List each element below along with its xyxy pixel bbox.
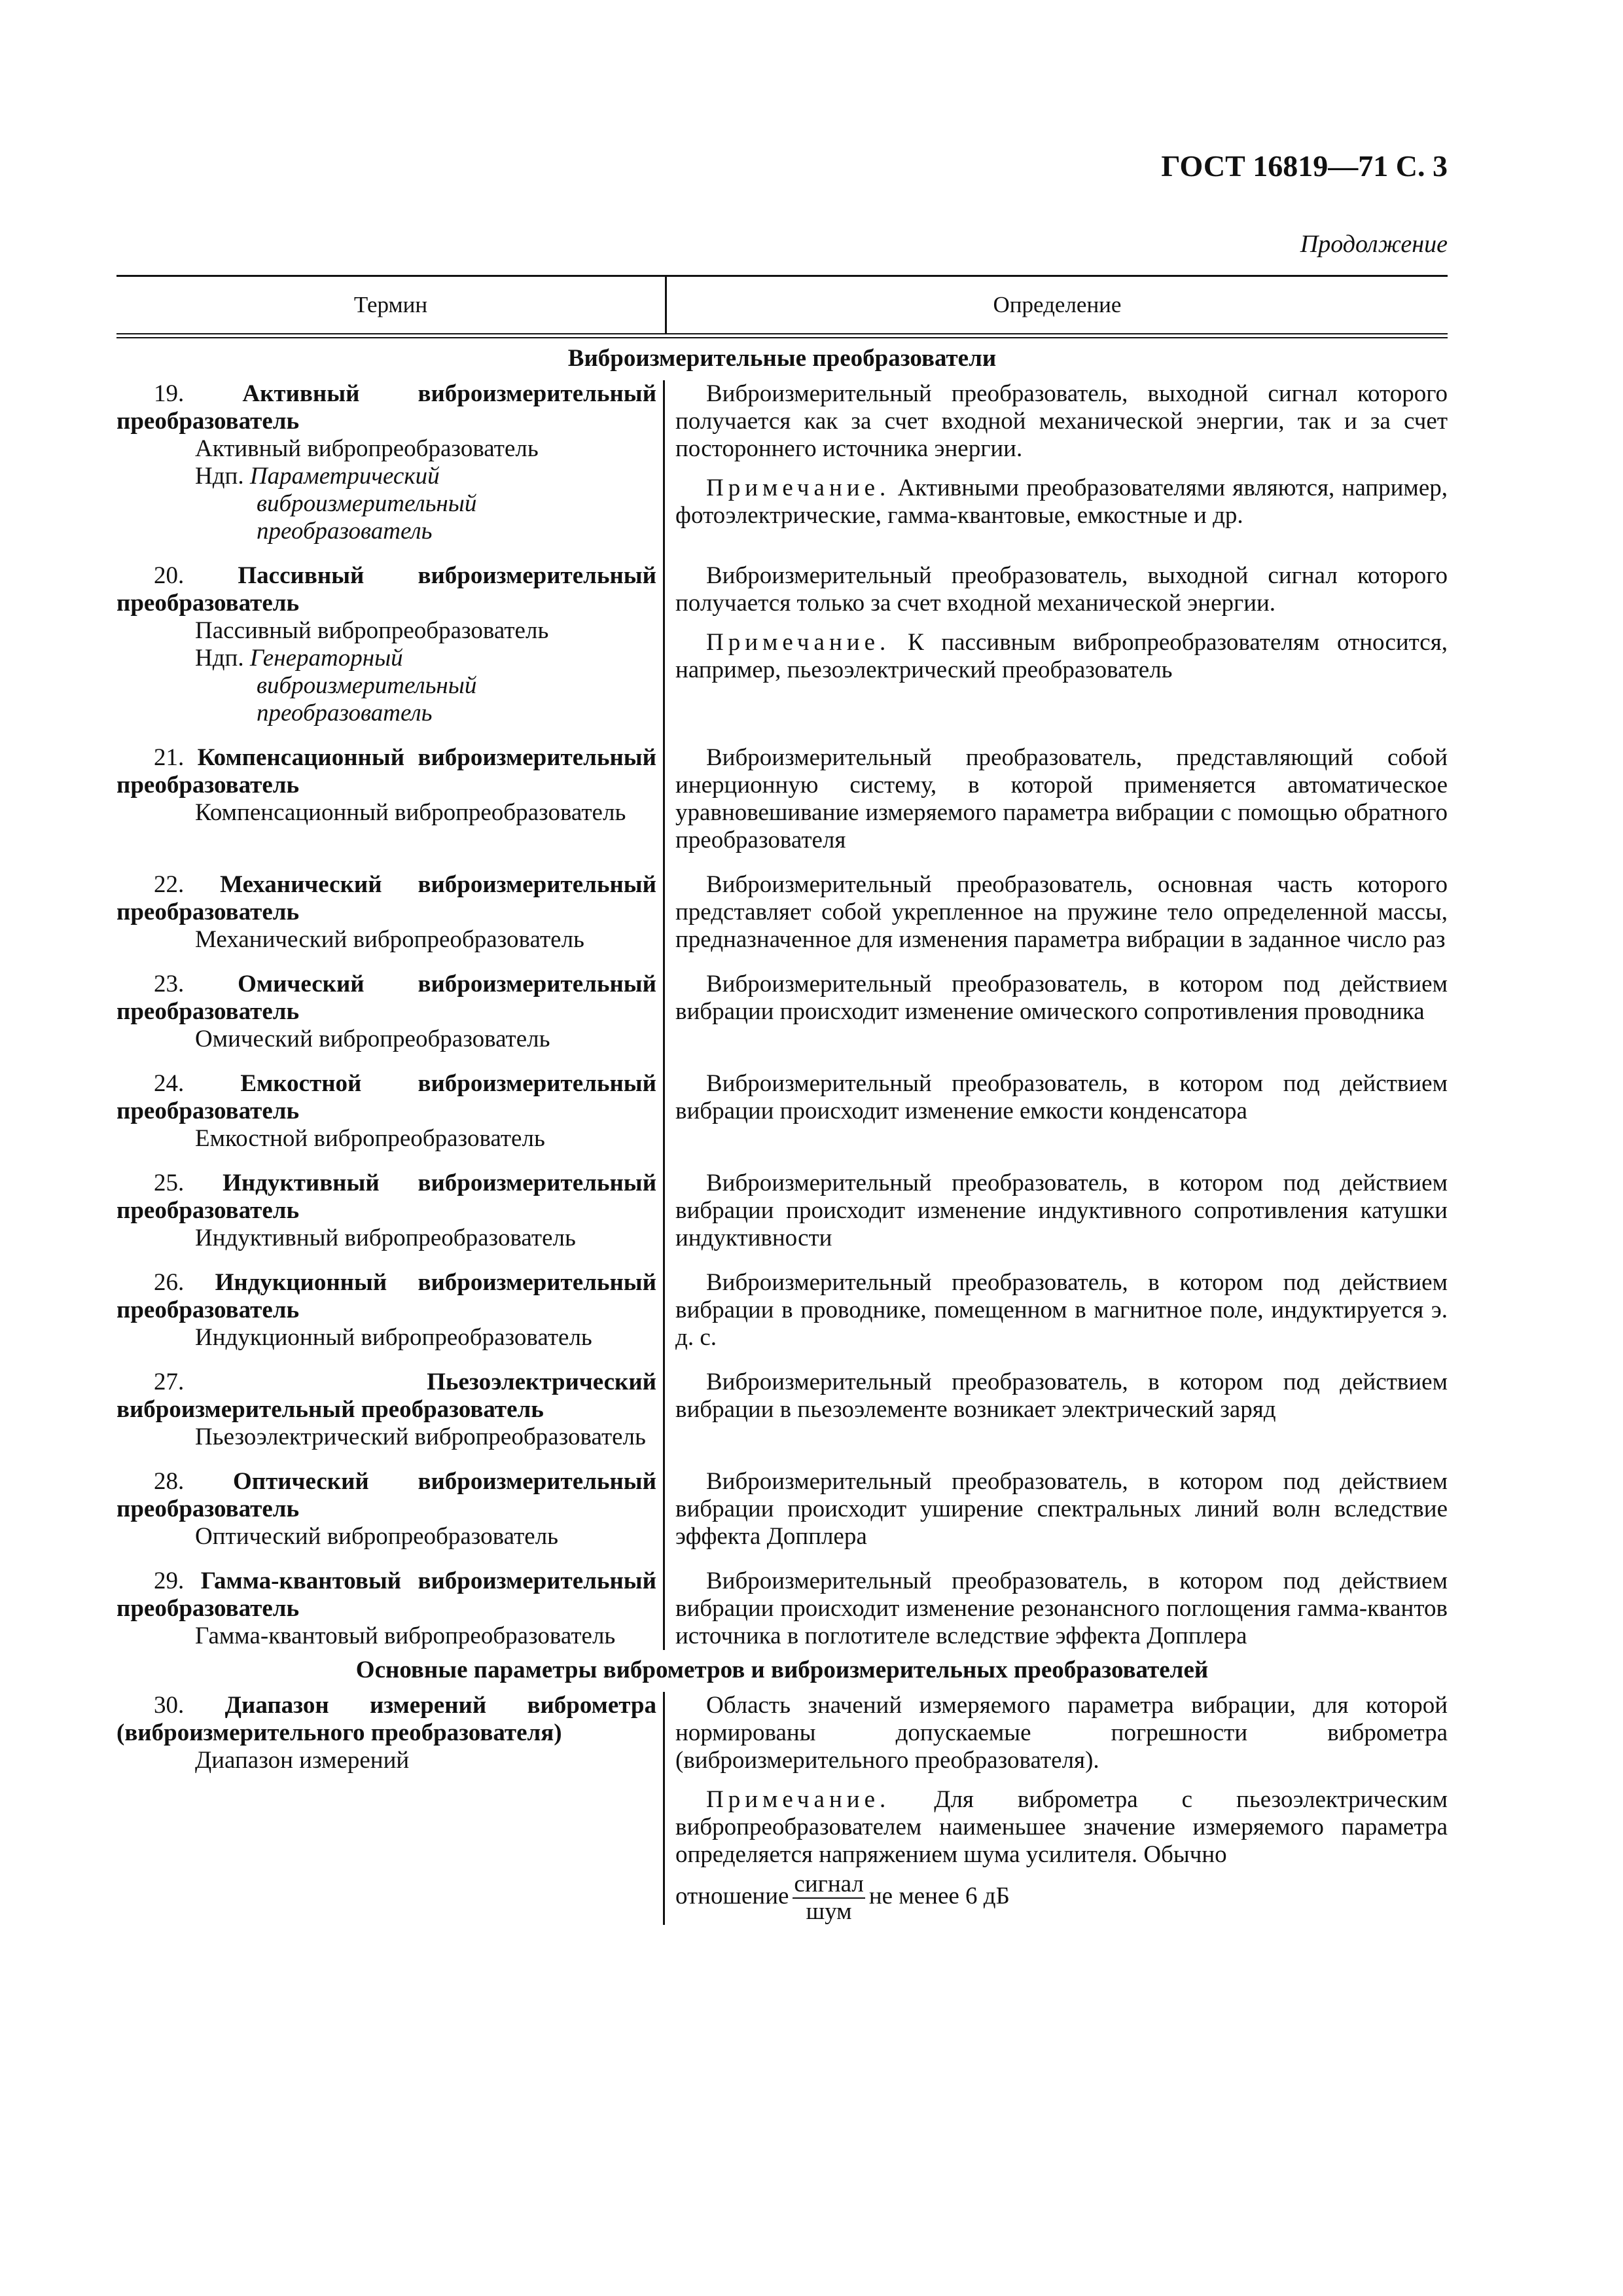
term-number: 28. xyxy=(154,1468,185,1495)
definition-cell xyxy=(665,380,1448,545)
term-cell xyxy=(116,1269,665,1352)
term-deprecated-cont: преобразователь xyxy=(257,700,433,726)
term-name: Индукционный виброизмерительный преобразователь xyxy=(116,1269,656,1323)
term-synonym: Гамма-квантовый вибропреобразователь xyxy=(195,1623,616,1649)
term-synonym: Пьезоэлектрический вибропреобразователь xyxy=(195,1424,646,1450)
column-header-definition: Определение xyxy=(993,292,1122,317)
term-cell xyxy=(116,871,665,954)
term-cell xyxy=(116,1070,665,1153)
term-name: Емкостной виброизмерительный преобразователь xyxy=(116,1070,656,1124)
term-number: 30. xyxy=(154,1692,185,1719)
definition-text: Виброизмерительный преобразователь, в котором под действием вибрации в пьезоэлементе возникает электрический заряд xyxy=(675,1369,1448,1423)
table-row xyxy=(116,1269,1448,1352)
definition-note: Примечание. Для виброметра с пьезоэлектрическим вибропреобразователем наименьшее значение измеряемого параметра определяется напряжением шума усилителя. Обычно xyxy=(675,1786,1448,1868)
definition-cell xyxy=(665,1692,1448,1925)
term-cell xyxy=(116,1468,665,1551)
section-heading: Виброизмерительные преобразователи xyxy=(567,345,997,372)
term-synonym: Диапазон измерений xyxy=(195,1747,410,1774)
term-cell xyxy=(116,1568,665,1650)
term-number: 23. xyxy=(154,971,185,997)
definition-cell xyxy=(665,1170,1448,1252)
table-header-double-rule xyxy=(116,333,1448,338)
term-synonym: Механический вибропреобразователь xyxy=(195,926,584,953)
definition-cell xyxy=(665,1468,1448,1551)
definition-cell xyxy=(665,971,1448,1053)
definition-cell xyxy=(665,1369,1448,1451)
term-number: 27. xyxy=(154,1369,185,1395)
fraction-denominator: шум xyxy=(806,1898,852,1925)
table-row xyxy=(116,971,1448,1053)
term-synonym: Пассивный вибропреобразователь xyxy=(195,617,549,644)
definition-text: Область значений измеряемого параметра вибрации, для которой нормированы допускаемые погрешности виброметра (виброизмерительного преобразователя). xyxy=(675,1692,1448,1774)
definition-text: Виброизмерительный преобразователь, в котором под действием вибрации происходит изменение емкости конденсатора xyxy=(675,1070,1448,1124)
term-cell xyxy=(116,1692,665,1925)
column-header-term: Термин xyxy=(116,277,667,333)
table-row xyxy=(116,1170,1448,1252)
term-number: 24. xyxy=(154,1070,185,1097)
section-heading: Основные параметры виброметров и виброизмерительных преобразователей xyxy=(355,1657,1209,1683)
definition-cell xyxy=(665,562,1448,727)
definition-cell xyxy=(665,1269,1448,1352)
term-number: 21. xyxy=(154,744,185,771)
term-name: Механический виброизмерительный преобразователь xyxy=(116,871,656,925)
table-row xyxy=(116,380,1448,545)
term-synonym: Компенсационный вибропреобразователь xyxy=(195,799,626,826)
table-row xyxy=(116,562,1448,727)
term-cell xyxy=(116,971,665,1053)
term-name: Активный виброизмерительный преобразователь xyxy=(116,380,657,435)
term-cell xyxy=(116,744,665,854)
term-name: Пьезоэлектрический виброизмерительный преобразователь xyxy=(116,1369,656,1423)
term-number: 19. xyxy=(154,380,185,407)
term-number: 25. xyxy=(154,1170,185,1196)
terms-table xyxy=(116,275,1448,1925)
term-deprecated-cont: виброизмерительный xyxy=(257,672,477,699)
signal-noise-fraction xyxy=(793,1871,865,1925)
definition-text: Виброизмерительный преобразователь, в котором под действием вибрации происходит уширение спектральных линий волн вследствие эффекта Допплера xyxy=(675,1468,1448,1550)
ratio-line: отношение $\frac{\text{сигнал}}{\text{шум}}$ не менее 6 дБ xyxy=(675,1871,1010,1925)
term-deprecated-cont: виброизмерительный xyxy=(257,490,477,517)
definition-text: Виброизмерительный преобразователь, в котором под действием вибрации происходит изменение резонансного поглощения гамма-квантов источника в поглотителе вследствие эффекта Допплера xyxy=(675,1568,1448,1649)
term-synonym: Омический вибропреобразователь xyxy=(195,1026,550,1052)
table-row xyxy=(116,1369,1448,1451)
term-number: 22. xyxy=(154,871,185,898)
definition-cell xyxy=(665,871,1448,954)
definition-cell xyxy=(665,1070,1448,1153)
term-deprecated: Ндп. Генераторный xyxy=(195,645,403,672)
term-cell xyxy=(116,1170,665,1252)
definition-note: Примечание. Активными преобразователями являются, например, фотоэлектрические, гамма-квантовые, емкостные и др. xyxy=(675,475,1448,529)
term-name: Индуктивный виброизмерительный преобразователь xyxy=(116,1170,657,1224)
table-row xyxy=(116,744,1448,854)
term-name: Диапазон измерений виброметра (виброизмерительного преобразователя) xyxy=(116,1692,656,1746)
table-row xyxy=(116,1568,1448,1650)
continuation-label: Продолжение xyxy=(1300,230,1448,258)
definition-cell xyxy=(665,744,1448,854)
term-cell xyxy=(116,562,665,727)
term-synonym: Индуктивный вибропреобразователь xyxy=(195,1225,576,1251)
definition-text: Виброизмерительный преобразователь, в котором под действием вибрации происходит изменение омического сопротивления проводника xyxy=(675,971,1448,1025)
table-row xyxy=(116,1692,1448,1925)
definition-note: Примечание. К пассивным вибропреобразователям относится, например, пьезоэлектрический преобразователь xyxy=(675,629,1448,683)
table-row xyxy=(116,1468,1448,1551)
term-name: Оптический виброизмерительный преобразователь xyxy=(116,1468,656,1522)
definition-text: Виброизмерительный преобразователь, в котором под действием вибрации в проводнике, помещенном в магнитное поле, индуктируется э. д. с. xyxy=(675,1269,1448,1351)
term-number: 26. xyxy=(154,1269,185,1296)
table-header-row xyxy=(116,277,1448,333)
term-name: Омический виброизмерительный преобразователь xyxy=(116,971,656,1025)
term-cell xyxy=(116,380,665,545)
term-deprecated-cont: преобразователь xyxy=(257,518,433,545)
definition-text: Виброизмерительный преобразователь, выходной сигнал которого получается как за счет входной механической энергии, так и за счет постороннего источника энергии. xyxy=(675,380,1448,462)
term-cell xyxy=(116,1369,665,1451)
term-name: Компенсационный виброизмерительный преобразователь xyxy=(116,744,656,798)
term-synonym: Емкостной вибропреобразователь xyxy=(195,1125,545,1152)
term-number: 20. xyxy=(154,562,185,589)
definition-text: Виброизмерительный преобразователь, в котором под действием вибрации происходит изменение индуктивного сопротивления катушки индуктивности xyxy=(675,1170,1448,1251)
definition-text: Виброизмерительный преобразователь, основная часть которого представляет собой укрепленное на пружине тело определенной массы, предназначенное для изменения параметра вибрации в заданное число раз xyxy=(675,871,1448,953)
definition-cell xyxy=(665,1568,1448,1650)
fraction-numerator: сигнал xyxy=(794,1871,864,1897)
term-synonym: Оптический вибропреобразователь xyxy=(195,1523,559,1550)
term-synonym: Активный вибропреобразователь xyxy=(195,435,539,462)
page-header: ГОСТ 16819—71 С. 3 xyxy=(1161,149,1448,183)
term-number: 29. xyxy=(154,1568,185,1594)
definition-text: Виброизмерительный преобразователь, выходной сигнал которого получается только за счет входной механической энергии. xyxy=(675,562,1448,617)
term-name: Пассивный виброизмерительный преобразователь xyxy=(116,562,656,617)
table-row xyxy=(116,1070,1448,1153)
term-deprecated: Ндп. Параметрический xyxy=(195,463,440,490)
table-row xyxy=(116,871,1448,954)
term-synonym: Индукционный вибропреобразователь xyxy=(195,1324,592,1351)
definition-text: Виброизмерительный преобразователь, представляющий собой инерционную систему, в которой применяется автоматическое уравновешивание измеряемого параметра вибрации с помощью обратного преобразователя xyxy=(675,744,1448,853)
term-name: Гамма-квантовый виброизмерительный преобразователь xyxy=(116,1568,656,1622)
